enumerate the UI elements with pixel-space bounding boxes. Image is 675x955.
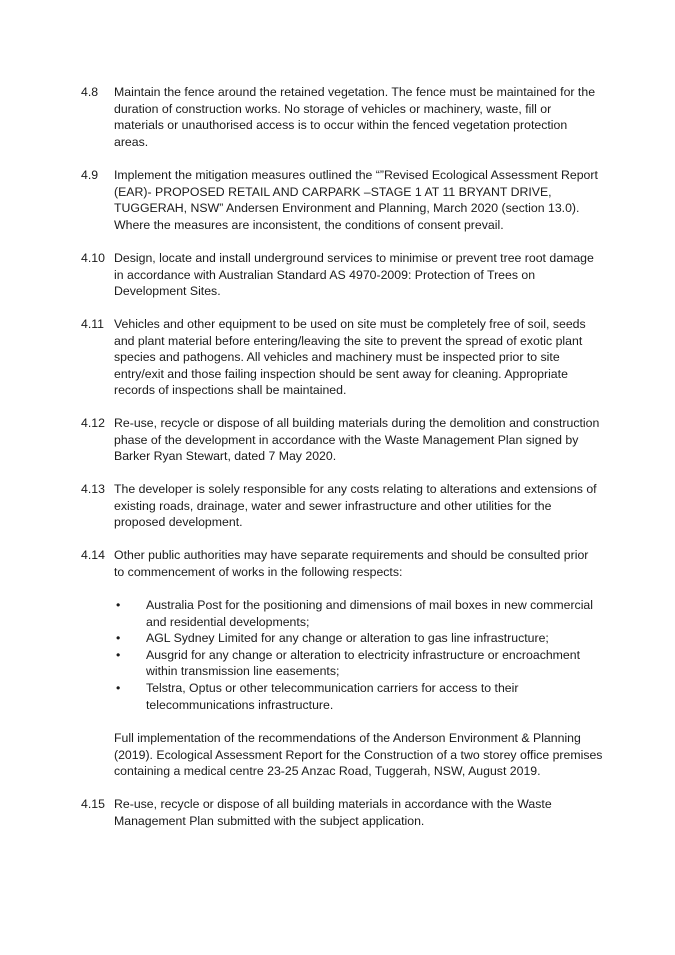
- list-item-text: Ausgrid for any change or alteration to electricity infrastructure or encroachment within transmission line easements;: [146, 647, 581, 679]
- list-item: [114, 630, 604, 647]
- clause-number: 4.14: [81, 548, 105, 562]
- clause-text: Design, locate and install underground services to minimise or prevent tree root damage in accordance with Australian Standard AS 4970-2009: Protection of Trees on Development Sites.: [114, 251, 594, 299]
- bullet-icon: •: [116, 647, 121, 662]
- bullet-icon: •: [116, 598, 121, 612]
- bullet-icon: •: [116, 680, 121, 695]
- clause-4-14: [81, 547, 601, 580]
- list-item: [114, 680, 604, 713]
- clause-4-9: [81, 167, 601, 233]
- clause-4-10: [81, 250, 601, 300]
- clause-4-12: [81, 415, 601, 465]
- list-item-text: Australia Post for the positioning and dimensions of mail boxes in new commercial and residential developments;: [146, 598, 594, 629]
- authorities-list: [114, 597, 604, 713]
- clause-4-8: [81, 84, 601, 150]
- clause-text: Re-use, recycle or dispose of all building materials in accordance with the Waste Management Plan submitted with the subject application.: [114, 797, 552, 828]
- list-item-text: AGL Sydney Limited for any change or alteration to gas line infrastructure;: [146, 631, 549, 646]
- clause-text: The developer is solely responsible for any costs relating to alterations and extensions of existing roads, drainage, water and sewer infrastructure and other utilities for the proposed development.: [114, 482, 597, 530]
- clause-4-13: [81, 481, 601, 531]
- clause-number: 4.9: [81, 168, 99, 182]
- clause-4-11: [81, 316, 601, 399]
- clause-number: 4.13: [81, 482, 105, 496]
- list-item: [114, 647, 604, 680]
- clause-4-15: [81, 796, 601, 829]
- clause-number: 4.8: [81, 85, 99, 99]
- clause-number: 4.10: [81, 251, 105, 265]
- clause-number: 4.12: [81, 416, 105, 430]
- implementation-note: Full implementation of the recommendations of the Anderson Environment & Planning (2019). Ecological Assessment Report for the Construction of a two storey office premises containing a medical centre 23-25 Anzac Road, Tuggerah, NSW, August 2019.: [114, 731, 603, 779]
- clause-number: 4.11: [81, 317, 105, 331]
- list-item: [114, 597, 604, 630]
- clause-number: 4.15: [81, 797, 105, 811]
- clause-text: Maintain the fence around the retained vegetation. The fence must be maintained for the duration of construction works. No storage of vehicles or machinery, waste, fill or materials or unauthorised access is to occur within the fenced vegetation protection areas.: [114, 85, 596, 149]
- clause-text: Re-use, recycle or dispose of all building materials during the demolition and construction phase of the development in accordance with the Waste Management Plan signed by Barker Ryan Stewart, dated 7 May 2020.: [114, 416, 600, 464]
- clause-text: Vehicles and other equipment to be used on site must be completely free of soil, seeds and plant material before entering/leaving the site to prevent the spread of exotic plant species and pathogens. All vehicles and machinery must be inspected prior to site entry/exit and those failing inspection should be sent away for cleaning. Appropriate records of inspections shall be maintained.: [114, 317, 586, 398]
- clause-text: Implement the mitigation measures outlined the “”Revised Ecological Assessment Report (EAR)- PROPOSED RETAIL AND CARPARK –STAGE 1 AT 11 BRYANT DRIVE, TUGGERAH, NSW” Andersen Environment and Planning, March 2020 (section 13.0). Where the measures are inconsistent, the conditions of consent prevail.: [114, 168, 598, 232]
- clause-text: Other public authorities may have separate requirements and should be consulted prior to commencement of works in the following respects:: [114, 548, 589, 579]
- list-item-text: Telstra, Optus or other telecommunication carriers for access to their telecommunications infrastructure.: [146, 680, 519, 712]
- bullet-icon: •: [116, 631, 121, 646]
